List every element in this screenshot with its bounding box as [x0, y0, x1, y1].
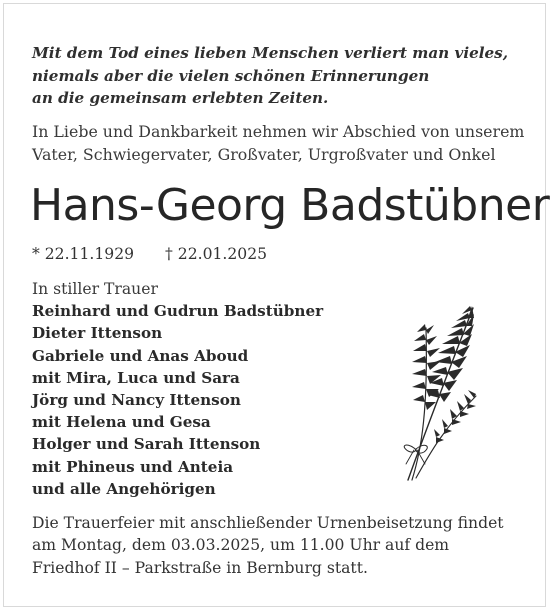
intro-line: Vater, Schwiegervater, Großvater, Urgroßvater und Onkel — [32, 144, 496, 164]
quote-line: niemals aber die vielen schönen Erinnerungen — [32, 66, 430, 85]
intro-line: In Liebe und Dankbarkeit nehmen wir Abschied von unserem — [32, 122, 525, 141]
mourner-line: mit Helena und Gesa — [32, 413, 211, 432]
mourner-line: Jörg und Nancy Ittenson — [32, 391, 241, 410]
quote-line: Mit dem Tod eines lieben Menschen verliert man vieles, — [32, 44, 509, 62]
death-date: † 22.01.2025 — [165, 245, 268, 263]
mourner-line: Gabriele und Anas Aboud — [32, 346, 249, 365]
mourners-list — [32, 278, 323, 500]
memorial-quote — [32, 42, 508, 110]
mourner-line: mit Mira, Luca und Sara — [32, 368, 240, 387]
quote-line: an die gemeinsam erlebten Zeiten. — [32, 89, 329, 107]
mourner-line: Reinhard und Gudrun Badstübner — [32, 302, 324, 321]
mourner-line: und alle Angehörigen — [32, 479, 216, 498]
footer-line: Die Trauerfeier mit anschließender Urnenbeisetzung findet — [32, 514, 504, 532]
mourner-line: Dieter Ittenson — [32, 324, 163, 343]
mourner-line: Holger und Sarah Ittenson — [32, 435, 261, 454]
farewell-intro — [32, 121, 524, 166]
footer-line: Friedhof II – Parkstraße in Bernburg statt. — [32, 558, 368, 577]
birth-date: * 22.11.1929 — [32, 245, 135, 263]
footer-line: am Montag, dem 03.03.2025, um 11.00 Uhr auf dem — [32, 536, 450, 555]
mourner-line: mit Phineus und Anteia — [32, 457, 234, 476]
fern-bouquet-icon — [378, 288, 498, 488]
ceremony-info — [32, 512, 504, 579]
life-dates — [32, 244, 267, 264]
mourners-header: In stiller Trauer — [32, 280, 158, 298]
deceased-name: Hans-Georg Badstübner — [30, 180, 550, 231]
